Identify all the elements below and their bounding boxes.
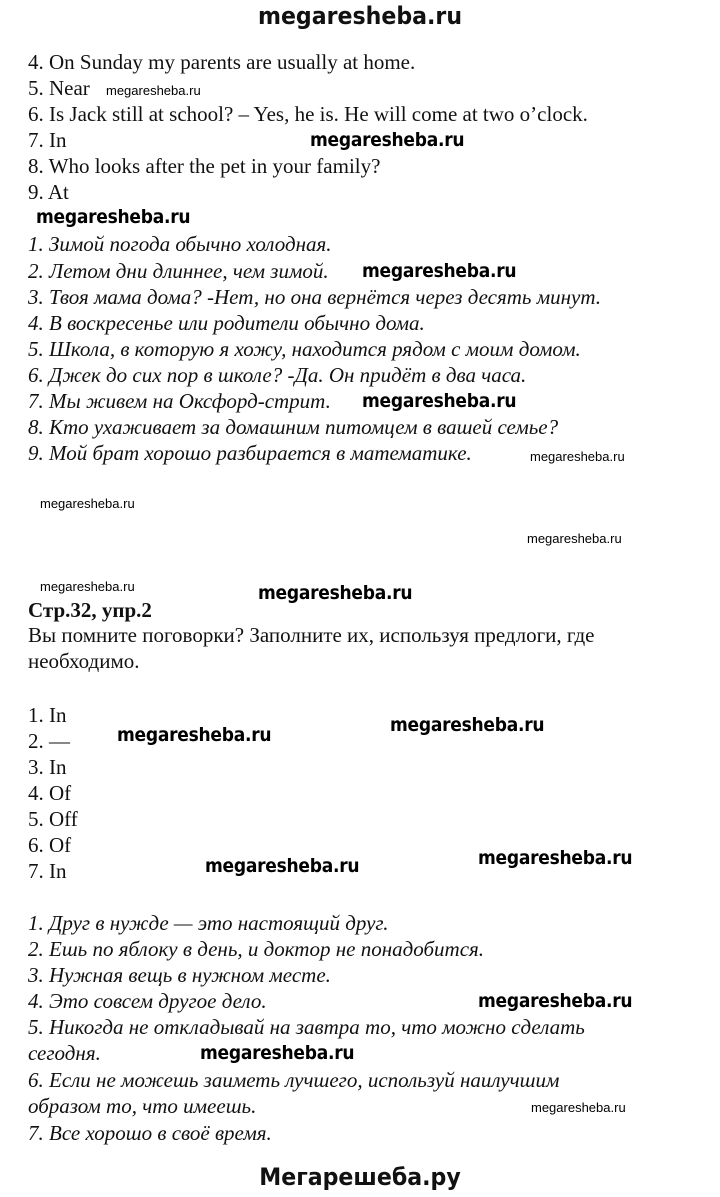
proverb-line: 3. Нужная вещь в нужном месте. [28,963,331,987]
watermark: megaresheba.ru [362,390,517,412]
watermark: megaresheba.ru [390,714,545,736]
watermark: megaresheba.ru [117,724,272,746]
answer-line: 6. Is Jack still at school? – Yes, he is. He will come at two o’clock. [28,102,588,126]
translation-line: 1. Зимой погода обычно холодная. [28,232,332,256]
watermark: megaresheba.ru [310,129,465,151]
watermark: megaresheba.ru [200,1042,355,1064]
exercise-answer: 2. — [28,729,70,753]
watermark-small: megaresheba.ru [40,496,135,511]
answer-line: 9. At [28,180,69,204]
watermark: megaresheba.ru [205,855,360,877]
answer-line: 5. Near [28,76,90,100]
proverb-line: образом то, что имеешь. [28,1094,257,1118]
watermark-small: megaresheba.ru [530,449,625,464]
translation-line: 4. В воскресенье или родители обычно дома. [28,311,425,335]
watermark: megaresheba.ru [478,990,633,1012]
translation-line: 2. Летом дни длиннее, чем зимой. [28,259,329,283]
translation-line: 5. Школа, в которую я хожу, находится рядом с моим домом. [28,337,581,361]
translation-line: 6. Джек до сих пор в школе? -Да. Он придёт в два часа. [28,363,527,387]
watermark: megaresheba.ru [362,260,517,282]
watermark: megaresheba.ru [36,206,191,228]
exercise-instruction: Вы помните поговорки? Заполните их, используя предлоги, где [28,623,595,647]
watermark-small: megaresheba.ru [106,83,201,98]
watermark: megaresheba.ru [258,582,413,604]
exercise-answer: 5. Off [28,807,78,831]
answer-line: 7. In [28,128,67,152]
proverb-line: 1. Друг в нужде — это настоящий друг. [28,911,389,935]
proverb-line: 4. Это совсем другое дело. [28,989,267,1013]
translation-line: 8. Кто ухаживает за домашним питомцем в вашей семье? [28,415,559,439]
exercise-heading: Стр.32, упр.2 [28,598,152,622]
exercise-answer: 6. Of [28,833,72,857]
answer-line: 8. Who looks after the pet in your family? [28,154,381,178]
exercise-answer: 1. In [28,703,67,727]
site-watermark-header: megaresheba.ru [257,2,463,30]
watermark: megaresheba.ru [478,847,633,869]
proverb-line: сегодня. [28,1041,101,1065]
proverb-line: 7. Все хорошо в своё время. [28,1121,272,1145]
watermark-small: megaresheba.ru [40,579,135,594]
exercise-answer: 4. Of [28,781,72,805]
watermark-small: megaresheba.ru [527,531,622,546]
translation-line: 3. Твоя мама дома? -Нет, но она вернётся через десять минут. [28,285,602,309]
translation-line: 7. Мы живем на Оксфорд-стрит. [28,389,331,413]
answer-line: 4. On Sunday my parents are usually at home. [28,50,416,74]
exercise-answer: 3. In [28,755,67,779]
proverb-line: 2. Ешь по яблоку в день, и доктор не понадобится. [28,937,485,961]
translation-line: 9. Мой брат хорошо разбирается в математике. [28,441,472,465]
proverb-line: 6. Если не можешь заиметь лучшего, используй наилучшим [28,1068,560,1092]
exercise-answer: 7. In [28,859,67,883]
exercise-instruction: необходимо. [28,649,140,673]
proverb-line: 5. Никогда не откладывай на завтра то, что можно сделать [28,1015,585,1039]
watermark-small: megaresheba.ru [531,1100,626,1115]
site-watermark-footer: Мегарешеба.ру [259,1163,461,1191]
